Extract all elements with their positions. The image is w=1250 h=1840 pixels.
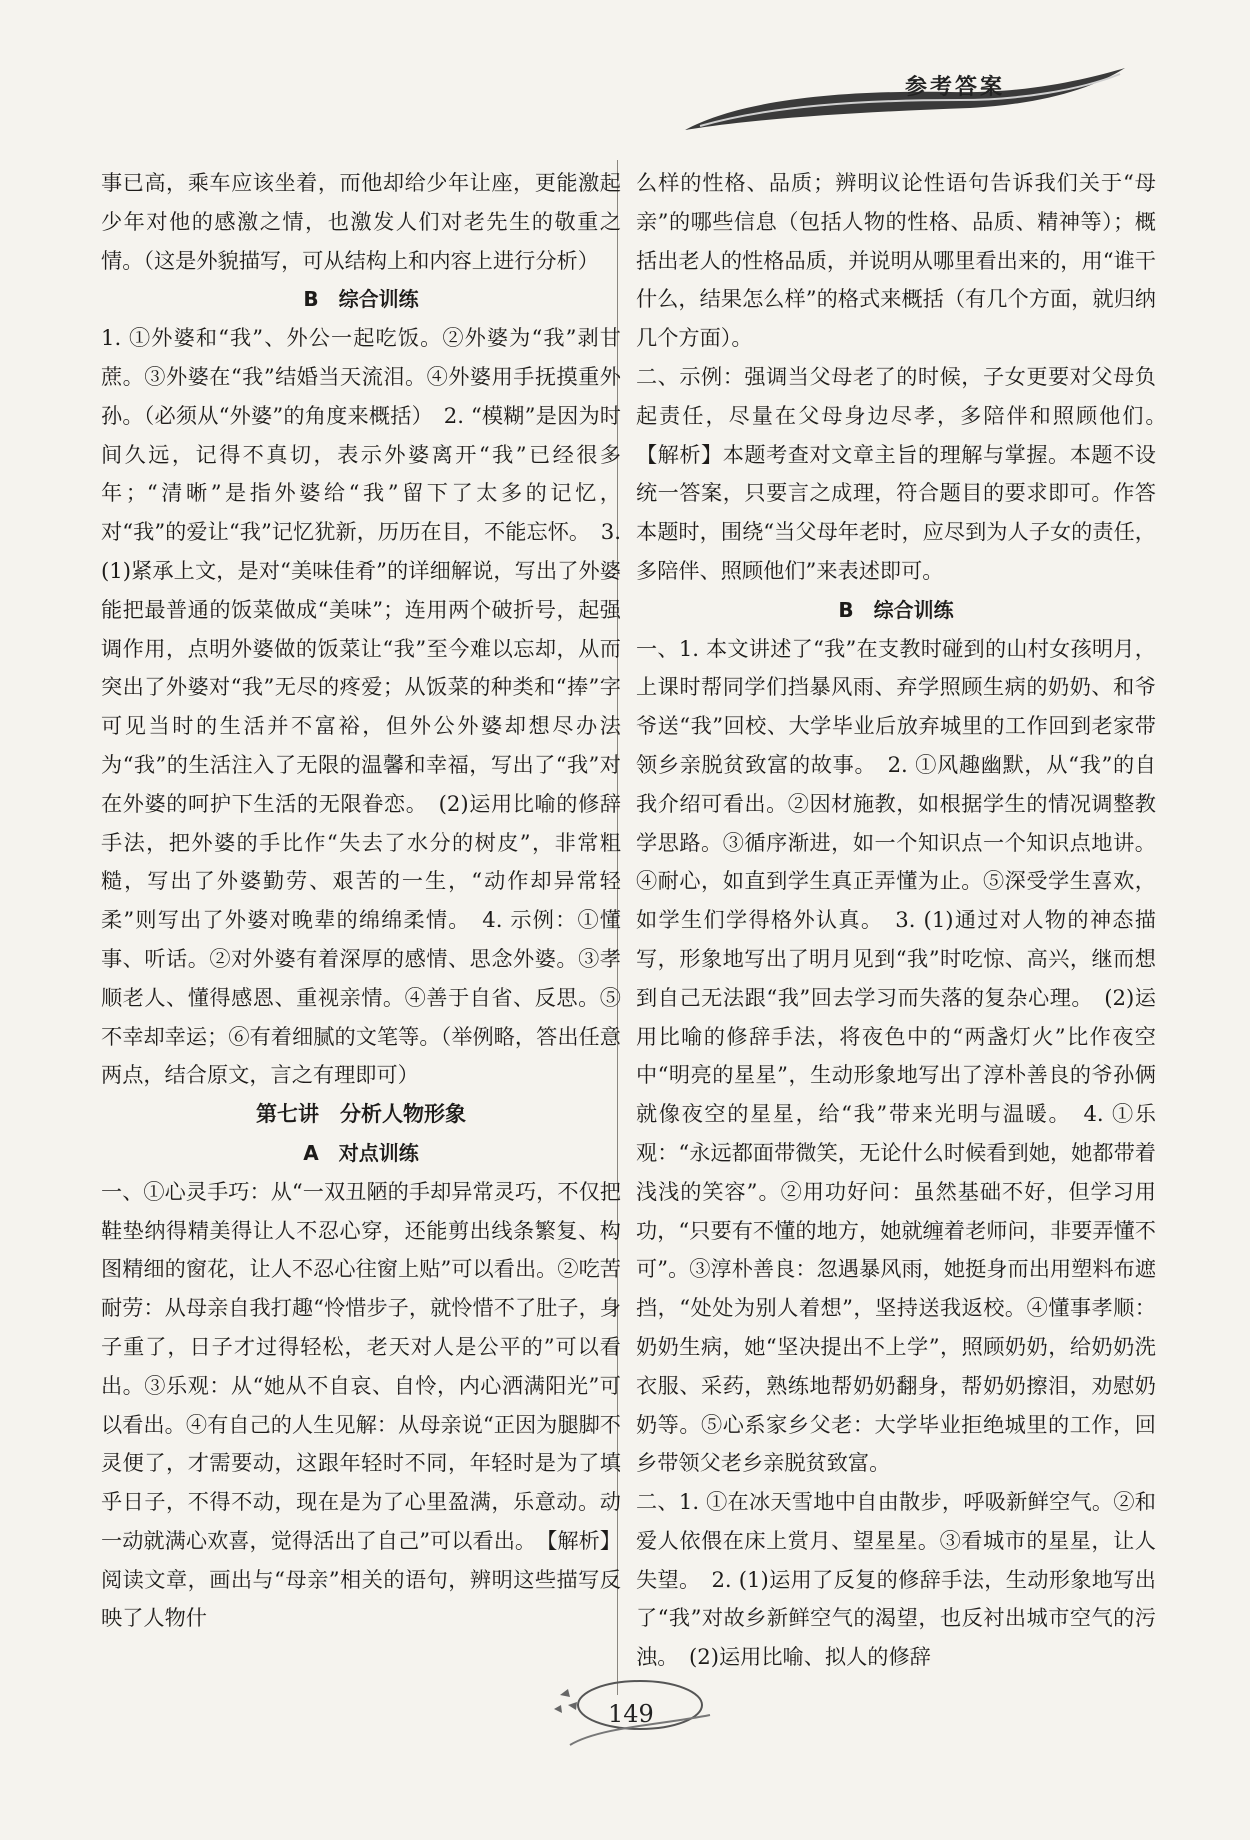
left-column bbox=[101, 164, 621, 1638]
answer-paragraph: 事已高，乘车应该坐着，而他却给少年让座，更能激起少年对他的感激之情，也激发人们对老先生的敬重之情。（这是外貌描写，可从结构上和内容上进行分析） bbox=[101, 170, 621, 273]
right-column bbox=[636, 164, 1178, 1677]
lecture-heading: 第七讲 分析人物形象 bbox=[256, 1102, 466, 1127]
answer-paragraph: 1. ①外婆和“我”、外公一起吃饭。②外婆为“我”剥甘蔗。③外婆在“我”结婚当天流泪。④外婆用手抚摸重外孙。（必须从“外婆”的角度来概括） 2. “模糊”是因为时间久远，记得不真切，表示外婆离开“我”已经很多年；“清晰”是指外婆给“我”留下了太多的记忆，对“我”的爱让“我”记忆犹新，历历在目，不能忘怀。 3. (1)紧承上文，是对“美味佳肴”的详细解说，写出了外婆能把最普通的饭菜做成“美味”；连用两个破折号，起强调作用，点明外婆做的饭菜让“我”至今难以忘却，从而突出了外婆对“我”无尽的疼爱；从饭菜的种类和“捧”字可见当时的生活并不富裕，但外公外婆却想尽办法为“我”的生活注入了无限的温馨和幸福，写出了“我”对在外婆的呵护下生活的无限眷恋。 (2)运用比喻的修辞手法，把外婆的手比作“失去了水分的树皮”，非常粗糙，写出了外婆勤劳、艰苦的一生，“动作却异常轻柔”则写出了外婆对晚辈的绵绵柔情。 4. 示例：①懂事、听话。②对外婆有着深厚的感情、思念外婆。③孝顺老人、懂得感恩、重视亲情。④善于自省、反思。⑤不幸却幸运；⑥有着细腻的文笔等。（举例略，答出任意两点，结合原文，言之有理即可） bbox=[101, 325, 621, 1088]
section-heading: B 综合训练 bbox=[838, 597, 954, 622]
answer-paragraph: 一、1. 本文讲述了“我”在支教时碰到的山村女孩明月，上课时帮同学们挡暴风雨、弃学照顾生病的奶奶、和爷爷送“我”回校、大学毕业后放弃城里的工作回到老家带领乡亲脱贫致富的故事。 2. ①风趣幽默，从“我”的自我介绍可看出。②因材施教，如根据学生的情况调整教学思路。③循序渐进，如一个知识点一个知识点地讲。④耐心，如直到学生真正弄懂为止。⑤深受学生喜欢，如学生们学得格外认真。 3. (1)通过对人物的神态描写，形象地写出了明月见到“我”时吃惊、高兴，继而想到自己无法跟“我”回去学习而失落的复杂心理。 (2)运用比喻的修辞手法，将夜色中的“两盏灯火”比作夜空中“明亮的星星”，生动形象地写出了淳朴善良的爷孙俩就像夜空的星星，给“我”带来光明与温暖。 4. ①乐观：“永远都面带微笑，无论什么时候看到她，她都带着浅浅的笑容”。②用功好问：虽然基础不好，但学习用功，“只要有不懂的地方，她就缠着老师问，非要弄懂不可”。③淳朴善良：忽遇暴风雨，她挺身而出用塑料布遮挡，“处处为别人着想”，坚持送我返校。④懂事孝顺：奶奶生病，她“坚决提出不上学”，照顾奶奶，给奶奶洗衣服、采药，熟练地帮奶奶翻身，帮奶奶擦泪，劝慰奶奶等。⑤心系家乡父老：大学毕业拒绝城里的工作，回乡带领父老乡亲脱贫致富。 bbox=[636, 635, 1156, 1476]
answer-paragraph: 一、①心灵手巧：从“一双丑陋的手却异常灵巧，不仅把鞋垫纳得精美得让人不忍心穿，还能剪出线条繁复、构图精细的窗花，让人不忍心往窗上贴”可以看出。②吃苦耐劳：从母亲自我打趣“怜惜步子，就怜惜不了肚子，身子重了，日子才过得轻松，老天对人是公平的”可以看出。③乐观：从“她从不自哀、自怜，内心洒满阳光”可以看出。④有自己的人生见解：从母亲说“正因为腿脚不灵便了，才需要动，这跟年轻时不同，年轻时是为了填乎日子，不得不动，现在是为了心里盈满，乐意动。动一动就满心欢喜，觉得活出了自己”可以看出。 【解析】阅读文章，画出与“母亲”相关的语句，辨明这些描写反映了人物什 bbox=[101, 1178, 621, 1631]
section-heading: B 综合训练 bbox=[303, 287, 419, 312]
header-title: 参考答案 bbox=[905, 75, 1006, 100]
section-heading: A 对点训练 bbox=[303, 1140, 419, 1165]
page-number: 149 bbox=[608, 1700, 654, 1728]
answer-paragraph: 么样的性格、品质；辨明议论性语句告诉我们关于“母亲”的哪些信息（包括人物的性格、品质、精神等）；概括出老人的性格品质，并说明从哪里看出来的，用“谁干什么，结果怎么样”的格式来概括（有几个方面，就归纳几个方面）。 bbox=[636, 170, 1156, 351]
answer-paragraph: 二、1. ①在冰天雪地中自由散步，呼吸新鲜空气。②和爱人依偎在床上赏月、望星星。③看城市的星星，让人失望。 2. (1)运用了反复的修辞手法，生动形象地写出了“我”对故乡新鲜空气的渴望，也反衬出城市空气的污浊。 (2)运用比喻、拟人的修辞 bbox=[636, 1489, 1156, 1670]
answer-paragraph: 二、示例：强调当父母老了的时候，子女更要对父母负起责任，尽量在父母身边尽孝，多陪伴和照顾他们。 【解析】本题考查对文章主旨的理解与掌握。本题不设统一答案，只要言之成理，符合题目的要求即可。作答本题时，围绕“当父母年老时，应尽到为人子女的责任，多陪伴、照顾他们”来表述即可。 bbox=[636, 363, 1178, 583]
